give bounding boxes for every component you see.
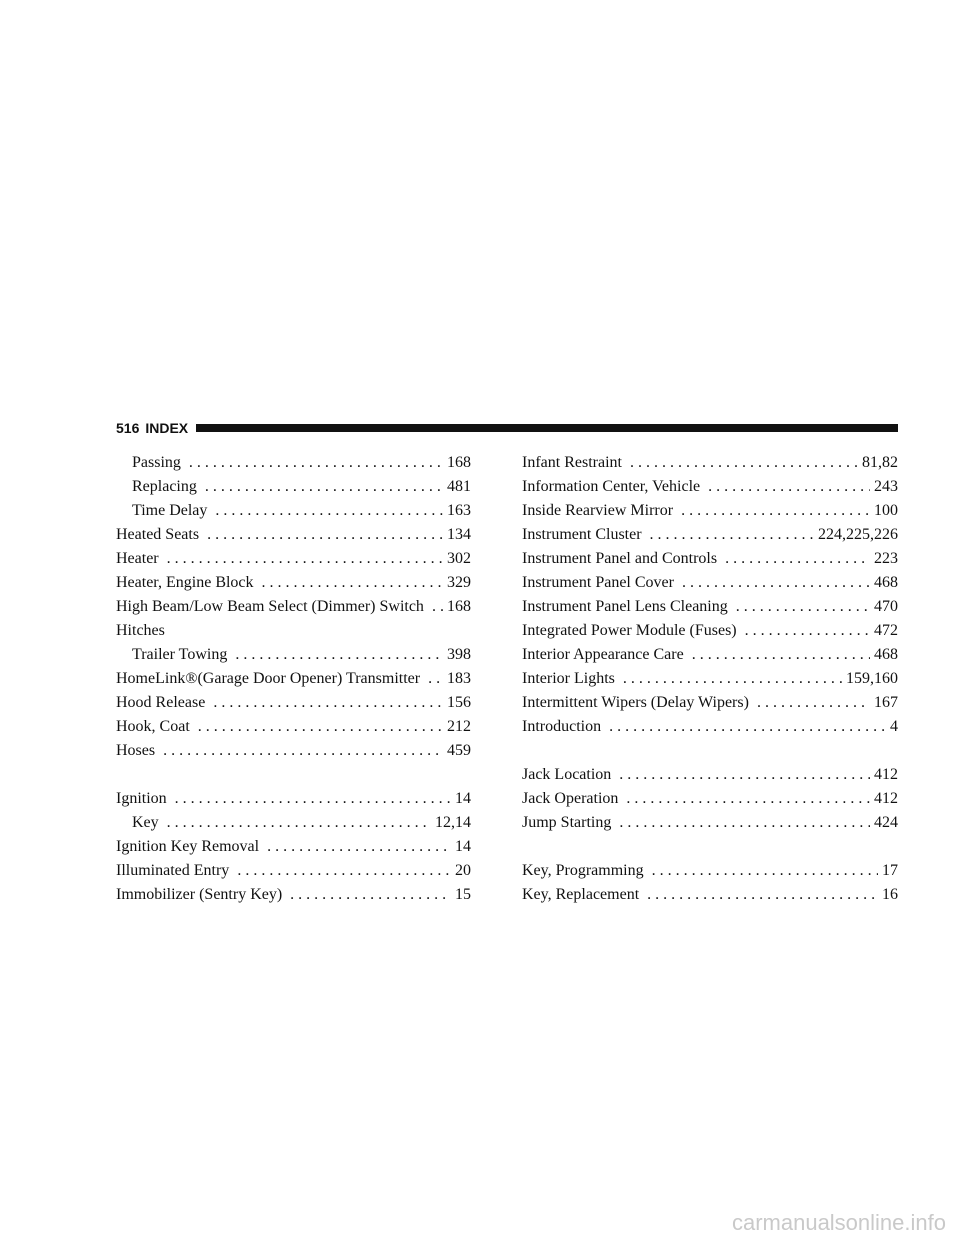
index-page-ref: 470 [874,598,898,615]
dot-leader [155,741,443,761]
index-page-ref: 100 [874,502,898,519]
index-entry [116,785,471,809]
dot-leader [420,669,443,689]
index-page-ref: 12,14 [435,814,471,831]
index-entry [116,857,471,881]
index-term: Passing [132,454,181,471]
index-term: Inside Rearview Mirror [522,502,674,519]
dot-leader [642,525,814,545]
index-entry [522,761,898,785]
dot-leader [181,453,443,473]
dot-leader [190,717,443,737]
dot-leader [199,525,443,545]
index-page-ref: 468 [874,574,898,591]
dot-leader [615,669,842,689]
index-page-ref: 183 [447,670,471,687]
index-term: Interior Lights [522,670,615,687]
index-entry [116,833,471,857]
index-term: Instrument Panel Lens Cleaning [522,598,728,615]
index-term: Ignition [116,790,167,807]
index-page-ref: 302 [447,550,471,567]
dot-leader [159,813,431,833]
index-term: Information Center, Vehicle [522,478,701,495]
index-entry [522,449,898,473]
index-entry [522,713,898,737]
dot-leader [639,885,878,905]
dot-leader [159,549,443,569]
index-page-ref: 481 [447,478,471,495]
index-page-ref: 459 [447,742,471,759]
dot-leader [673,501,870,521]
index-entry [522,569,898,593]
index-entry [522,617,898,641]
index-entry [116,593,471,617]
index-page-ref: 412 [874,766,898,783]
index-term: Introduction [522,718,602,735]
index-entry [522,785,898,809]
index-entry [116,617,471,641]
page-header [116,418,898,438]
index-term: Heater, Engine Block [116,574,254,591]
index-page-ref: 167 [874,694,898,711]
dot-leader [717,549,870,569]
dot-leader [254,573,443,593]
index-entry [522,521,898,545]
index-term: HomeLink®(Garage Door Opener) Transmitter [116,670,421,687]
dot-leader [611,813,870,833]
dot-leader [229,861,451,881]
index-entry [116,521,471,545]
index-term: Replacing [132,478,197,495]
index-page-ref: 398 [447,646,471,663]
index-entry [522,473,898,497]
dot-leader [197,477,443,497]
index-term: Jump Starting [522,814,612,831]
index-entry [522,593,898,617]
index-entry [522,809,898,833]
dot-leader [207,501,443,521]
index-page-ref: 156 [447,694,471,711]
dot-leader [282,885,451,905]
dot-leader [728,597,870,617]
index-entry [522,641,898,665]
index-page-ref: 412 [874,790,898,807]
index-page-ref: 168 [447,454,471,471]
dot-leader [618,789,870,809]
index-term: Infant Restraint [522,454,622,471]
index-column-right [522,449,898,905]
index-page-ref: 163 [447,502,471,519]
index-entry [522,857,898,881]
index-term: High Beam/Low Beam Select (Dimmer) Switch [116,598,424,615]
index-term: Hoses [116,742,156,759]
index-entry [116,569,471,593]
index-term: Intermittent Wipers (Delay Wipers) [522,694,749,711]
index-term: Trailer Towing [132,646,228,663]
section-title: INDEX [145,420,189,436]
index-term: Key, Programming [522,862,644,879]
index-entry [116,473,471,497]
watermark: carmanualsonline.info [731,1210,946,1235]
dot-leader [737,621,870,641]
index-entry [522,497,898,521]
dot-leader [167,789,451,809]
dot-leader [622,453,858,473]
index-entry [522,545,898,569]
index-entry [116,665,471,689]
index-entry [522,881,898,905]
index-entry [116,497,471,521]
index-page-ref: 424 [874,814,898,831]
index-page-ref: 16 [882,886,898,903]
index-entry [116,737,471,761]
index-page-ref: 168 [447,598,471,615]
index-term: Hook, Coat [116,718,190,735]
index-term: Instrument Panel Cover [522,574,674,591]
index-page-ref: 14 [455,790,471,807]
index-term: Key [132,814,159,831]
index-entry [522,689,898,713]
index-entry [116,809,471,833]
index-term: Ignition Key Removal [116,838,260,855]
index-page-ref: 81,82 [862,454,898,471]
index-page-ref: 212 [447,718,471,735]
index-entry [116,545,471,569]
index-term: Instrument Cluster [522,526,642,543]
dot-leader [644,861,878,881]
dot-leader [601,717,886,737]
index-term: Heater [116,550,159,567]
dot-leader [259,837,451,857]
index-page-ref: 15 [455,886,471,903]
index-page-ref: 14 [455,838,471,855]
index-page-ref: 134 [447,526,471,543]
index-term: Immobilizer (Sentry Key) [116,886,283,903]
index-page-ref: 472 [874,622,898,639]
index-page-ref: 20 [455,862,471,879]
dot-leader [205,693,443,713]
index-entry [116,689,471,713]
index-page-ref: 4 [890,718,898,735]
index-term: Jack Operation [522,790,619,807]
index-term: Instrument Panel and Controls [522,550,718,567]
index-term: Key, Replacement [522,886,640,903]
index-page-ref: 224,225,226 [818,526,898,543]
header-rule [196,424,898,432]
index-term: Time Delay [132,502,208,519]
index-term: Hood Release [116,694,206,711]
index-entry [116,881,471,905]
index-page-ref: 159,160 [846,670,898,687]
dot-leader [611,765,870,785]
dot-leader [700,477,870,497]
dot-leader [684,645,870,665]
index-page-ref: 223 [874,550,898,567]
index-term: Illuminated Entry [116,862,230,879]
index-column-left [116,449,471,905]
index-page-ref: 329 [447,574,471,591]
page-number: 516 [116,420,140,436]
index-term: Jack Location [522,766,612,783]
dot-leader [227,645,443,665]
dot-leader [424,597,443,617]
index-page-ref: 243 [874,478,898,495]
index-term: Interior Appearance Care [522,646,684,663]
dot-leader [674,573,870,593]
index-term: Heated Seats [116,526,200,543]
index-entry [522,665,898,689]
index-page-ref: 468 [874,646,898,663]
dot-leader [749,693,870,713]
index-term: Integrated Power Module (Fuses) [522,622,737,639]
index-entry [116,449,471,473]
index-term: Hitches [116,622,165,639]
index-entry [116,713,471,737]
index-page-ref: 17 [882,862,898,879]
index-entry [116,641,471,665]
